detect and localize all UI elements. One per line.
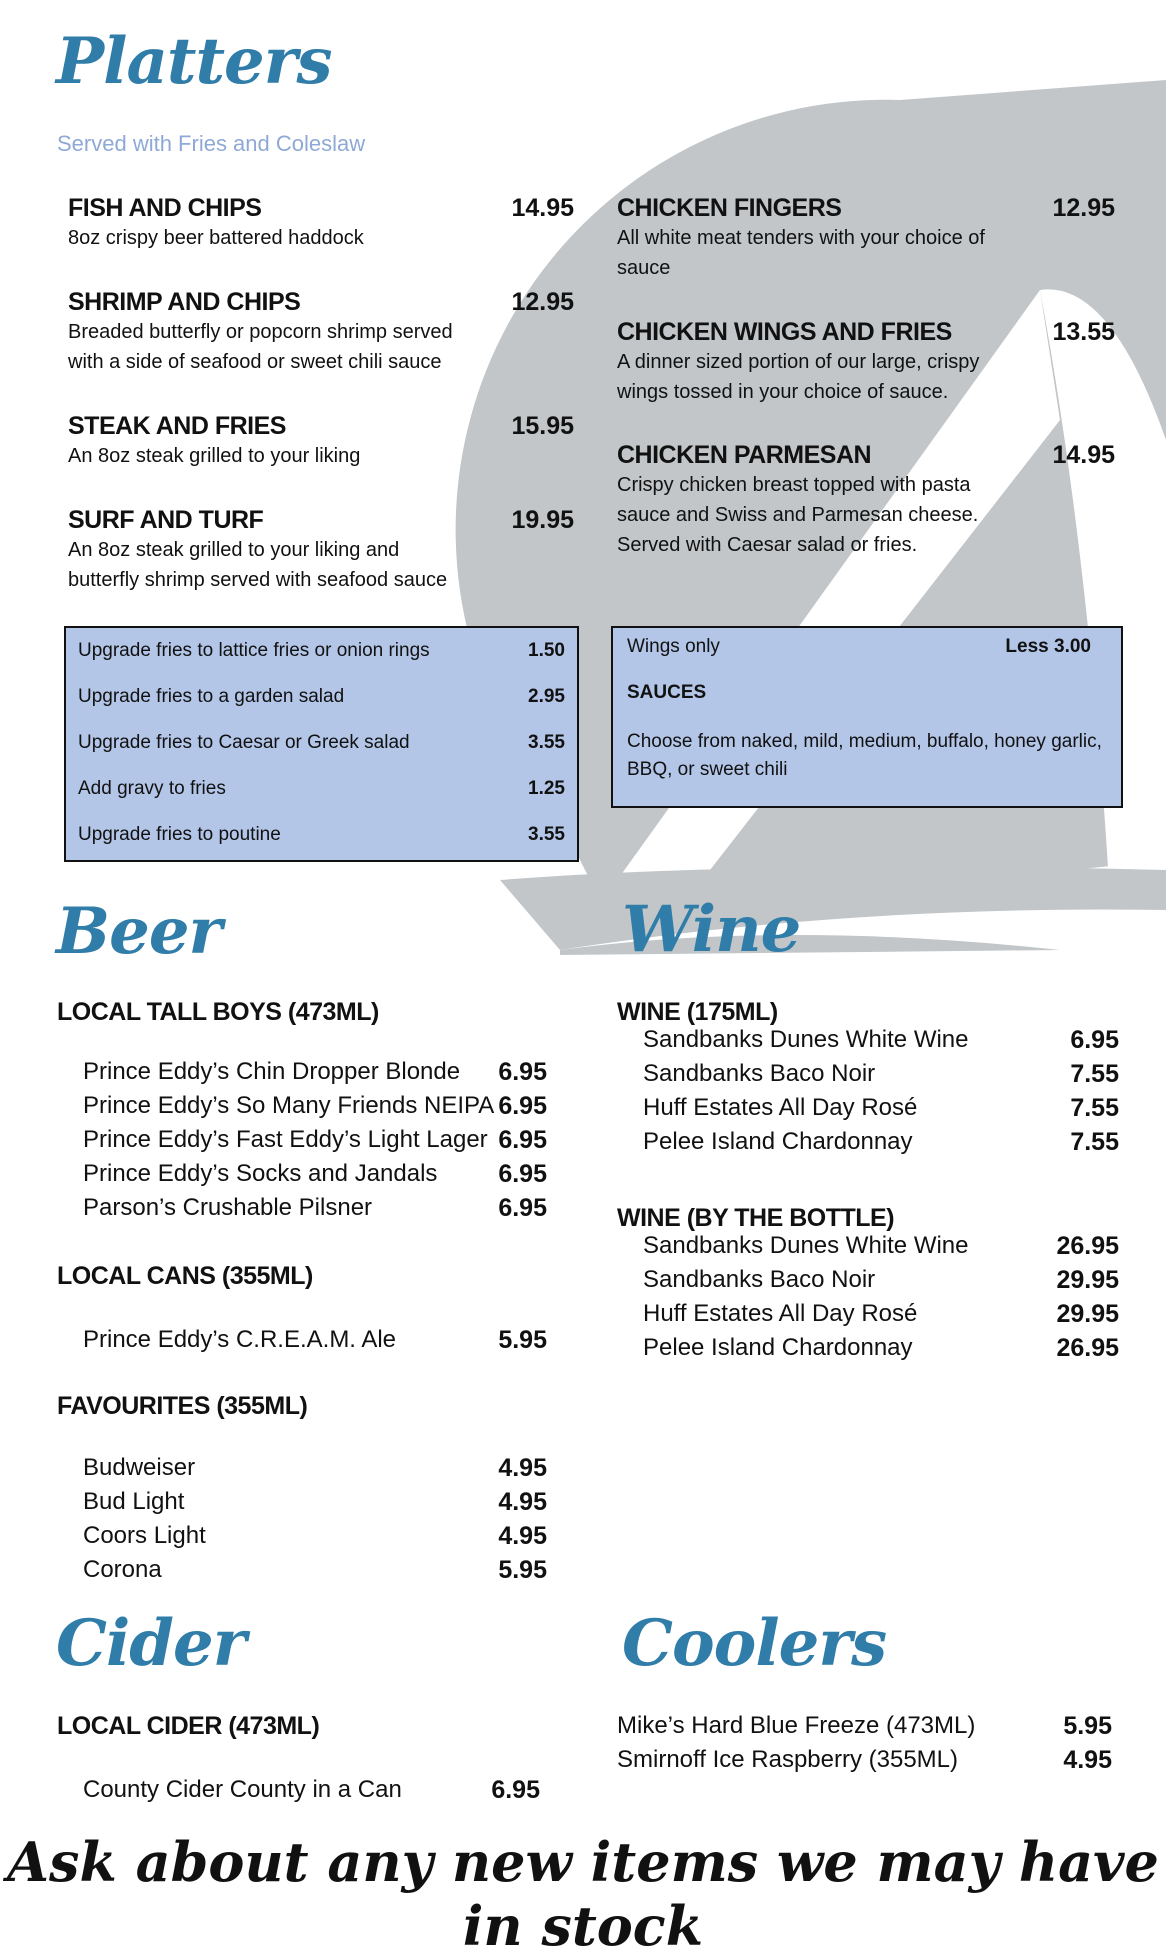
drink-name: Sandbanks Dunes White Wine [643, 1232, 969, 1259]
platter-item [68, 412, 574, 471]
beer-title: Beer [56, 894, 222, 969]
upgrade-row [78, 632, 565, 672]
drink-name: Prince Eddy’s Chin Dropper Blonde [83, 1058, 461, 1085]
drink-name: Corona [83, 1556, 162, 1583]
item-description: sauce [617, 257, 671, 279]
drink-price: 26.95 [1056, 1232, 1119, 1260]
upgrade-price: 3.55 [528, 824, 565, 845]
item-description: A dinner sized portion of our large, crispy [617, 351, 980, 373]
drink-name: Huff Estates All Day Rosé [643, 1300, 918, 1327]
cider-title: Cider [56, 1606, 246, 1681]
upgrade-label: Add gravy to fries [78, 778, 226, 799]
sauces-line: BBQ, or sweet chili [627, 759, 788, 780]
upgrade-row [78, 678, 565, 718]
wine-title: Wine [622, 892, 801, 967]
drink-name: Prince Eddy’s C.R.E.A.M. Ale [83, 1326, 397, 1353]
list-item [83, 1776, 540, 1810]
item-price: 12.95 [1052, 194, 1115, 222]
list-item [643, 1300, 1119, 1334]
drink-price: 4.95 [498, 1488, 547, 1516]
wine-group-heading: WINE (175ML) [617, 998, 778, 1026]
item-name: CHICKEN FINGERS [617, 194, 842, 222]
drink-price: 7.55 [1070, 1128, 1119, 1156]
sauces-description [627, 728, 1102, 784]
cider-list [83, 1776, 540, 1810]
item-description: 8oz crispy beer battered haddock [68, 227, 364, 249]
item-description: An 8oz steak grilled to your liking and [68, 539, 400, 561]
list-item [83, 1160, 547, 1194]
drink-price: 5.95 [498, 1556, 547, 1584]
list-item [83, 1522, 547, 1556]
drink-name: Huff Estates All Day Rosé [643, 1094, 918, 1121]
item-name: SURF AND TURF [68, 506, 264, 534]
platters-subtitle: Served with Fries and Coleslaw [57, 131, 366, 156]
item-description: wings tossed in your choice of sauce. [617, 381, 949, 403]
beer-list [83, 1326, 547, 1360]
platters-title: Platters [56, 24, 332, 99]
item-description: sauce and Swiss and Parmesan cheese. [617, 504, 979, 526]
drink-name: Prince Eddy’s Socks and Jandals [83, 1160, 438, 1187]
upgrade-row [78, 816, 565, 856]
item-name: SHRIMP AND CHIPS [68, 288, 301, 316]
cider-heading: LOCAL CIDER (473ML) [57, 1712, 320, 1740]
upgrade-label: Upgrade fries to lattice fries or onion rings [78, 640, 430, 661]
list-item [83, 1092, 547, 1126]
item-name: FISH AND CHIPS [68, 194, 262, 222]
drink-price: 6.95 [498, 1194, 547, 1222]
wine-group-heading: WINE (BY THE BOTTLE) [617, 1204, 895, 1232]
upgrade-price: 3.55 [528, 732, 565, 753]
drink-price: 7.55 [1070, 1094, 1119, 1122]
platter-item [617, 441, 1115, 560]
drink-name: Pelee Island Chardonnay [643, 1128, 913, 1155]
drink-price: 6.95 [498, 1160, 547, 1188]
drink-name: Sandbanks Baco Noir [643, 1060, 876, 1087]
drink-name: Sandbanks Dunes White Wine [643, 1026, 969, 1053]
drink-name: Parson’s Crushable Pilsner [83, 1194, 373, 1221]
list-item [83, 1556, 547, 1590]
list-item [83, 1194, 547, 1228]
list-item [643, 1334, 1119, 1368]
platter-item [68, 506, 574, 595]
platter-item [617, 194, 1115, 283]
drink-price: 4.95 [498, 1454, 547, 1482]
drink-name: Prince Eddy’s Fast Eddy’s Light Lager [83, 1126, 488, 1153]
upgrade-row [78, 770, 565, 810]
drink-price: 4.95 [498, 1522, 547, 1550]
drink-name: Sandbanks Baco Noir [643, 1266, 876, 1293]
sauces-line: Choose from naked, mild, medium, buffalo, honey garlic, [627, 731, 1102, 752]
coolers-title: Coolers [622, 1606, 887, 1681]
drink-price: 5.95 [498, 1326, 547, 1354]
drink-price: 5.95 [1063, 1712, 1112, 1740]
list-item [643, 1232, 1119, 1266]
beer-list [83, 1058, 547, 1228]
item-description: An 8oz steak grilled to your liking [68, 445, 361, 467]
wings-sauces-box [611, 626, 1123, 808]
upgrades-box [64, 626, 579, 862]
list-item [643, 1266, 1119, 1300]
list-item [83, 1058, 547, 1092]
list-item [83, 1126, 547, 1160]
upgrade-price: 1.50 [528, 640, 565, 661]
drink-name: Pelee Island Chardonnay [643, 1334, 913, 1361]
item-price: 19.95 [511, 506, 574, 534]
list-item [643, 1026, 1119, 1060]
item-description: Breaded butterfly or popcorn shrimp served [68, 321, 453, 343]
wine-list [643, 1026, 1119, 1162]
drink-price: 6.95 [498, 1126, 547, 1154]
drink-price: 4.95 [1063, 1746, 1112, 1774]
coolers-list [617, 1712, 1112, 1780]
platter-item [617, 318, 1115, 407]
wings-only-price: Less 3.00 [1005, 636, 1091, 657]
item-price: 14.95 [1052, 441, 1115, 469]
drink-price: 6.95 [498, 1092, 547, 1120]
list-item [83, 1326, 547, 1360]
list-item [643, 1060, 1119, 1094]
upgrade-label: Upgrade fries to a garden salad [78, 686, 345, 707]
upgrade-price: 2.95 [528, 686, 565, 707]
item-price: 14.95 [511, 194, 574, 222]
item-name: CHICKEN PARMESAN [617, 441, 872, 469]
upgrade-price: 1.25 [528, 778, 565, 799]
upgrade-label: Upgrade fries to Caesar or Greek salad [78, 732, 410, 753]
drink-name: Prince Eddy’s So Many Friends NEIPA [83, 1092, 495, 1119]
upgrade-row [78, 724, 565, 764]
item-description: Crispy chicken breast topped with pasta [617, 474, 971, 496]
beer-group-heading: FAVOURITES (355ML) [57, 1392, 308, 1420]
platter-item [68, 288, 574, 377]
drink-price: 6.95 [498, 1058, 547, 1086]
drink-price: 29.95 [1056, 1300, 1119, 1328]
item-description: butterfly shrimp served with seafood sauce [68, 569, 448, 591]
drink-price: 26.95 [1056, 1334, 1119, 1362]
drink-name: Budweiser [83, 1454, 196, 1481]
drink-name: Bud Light [83, 1488, 185, 1515]
drink-name: Coors Light [83, 1522, 206, 1549]
drink-name: Smirnoff Ice Raspberry (355ML) [617, 1746, 959, 1773]
item-price: 15.95 [511, 412, 574, 440]
list-item [617, 1746, 1112, 1780]
footer-note: Ask about any new items we may have in stock [7, 1830, 1159, 1958]
upgrade-label: Upgrade fries to poutine [78, 824, 281, 845]
drink-name: County Cider County in a Can [83, 1776, 402, 1803]
beer-group-heading: LOCAL TALL BOYS (473ML) [57, 998, 379, 1026]
drink-name: Mike’s Hard Blue Freeze (473ML) [617, 1712, 976, 1739]
item-name: CHICKEN WINGS AND FRIES [617, 318, 952, 346]
item-price: 12.95 [511, 288, 574, 316]
item-name: STEAK AND FRIES [68, 412, 286, 440]
list-item [643, 1094, 1119, 1128]
drink-price: 6.95 [1070, 1026, 1119, 1054]
sauces-heading: SAUCES [627, 682, 707, 703]
list-item [83, 1488, 547, 1522]
drink-price: 29.95 [1056, 1266, 1119, 1294]
drink-price: 7.55 [1070, 1060, 1119, 1088]
list-item [643, 1128, 1119, 1162]
platter-item [68, 194, 574, 253]
item-description: Served with Caesar salad or fries. [617, 534, 918, 556]
item-description: All white meat tenders with your choice of [617, 227, 985, 249]
beer-list [83, 1454, 547, 1590]
wings-only-label: Wings only [627, 636, 720, 657]
wine-list [643, 1232, 1119, 1368]
list-item [617, 1712, 1112, 1746]
list-item [83, 1454, 547, 1488]
item-description: with a side of seafood or sweet chili sauce [68, 351, 442, 373]
item-price: 13.55 [1052, 318, 1115, 346]
drink-price: 6.95 [491, 1776, 540, 1804]
beer-group-heading: LOCAL CANS (355ML) [57, 1262, 313, 1290]
